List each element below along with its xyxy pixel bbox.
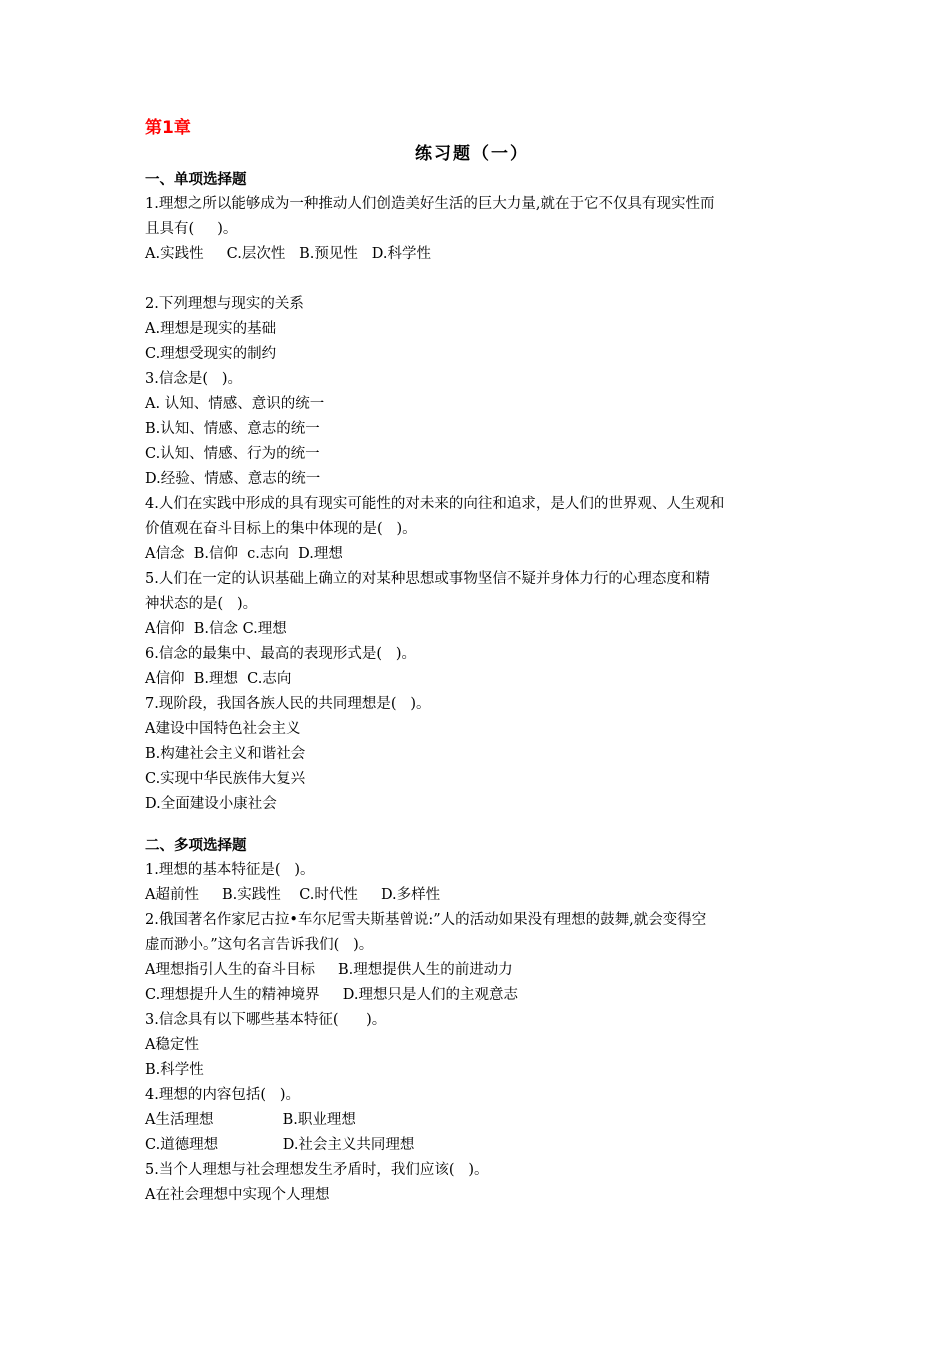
section-multiple-choice (145, 858, 825, 1208)
text-line: A稳定性 (145, 1037, 199, 1053)
text-line: 4.理想的内容包括( )。 (145, 1087, 300, 1103)
text-line: 5.人们在一定的认识基础上确立的对某种思想或事物坚信不疑并身体力行的心理态度和精 (145, 571, 710, 587)
text-line: A信仰 B.信念 C.理想 (145, 621, 287, 637)
text-line: 虚而渺小。”这句名言告诉我们( )。 (145, 937, 374, 953)
text-line: 1.理想的基本特征是( )。 (145, 862, 315, 878)
text-line: A信仰 B.理想 C.志向 (145, 671, 292, 687)
text-line: C.理想受现实的制约 (145, 346, 277, 362)
text-line: 5.当个人理想与社会理想发生矛盾时，我们应该( )。 (145, 1162, 489, 1178)
text-line: 3.信念具有以下哪些基本特征( )。 (145, 1012, 387, 1028)
text-line: 4.人们在实践中形成的具有现实可能性的对未来的向往和追求，是人们的世界观、人生观和 (145, 496, 725, 512)
text-line: B.科学性 (145, 1062, 204, 1078)
section-heading-single-choice: 一、单项选择题 (145, 172, 247, 188)
text-line: C.理想提升人生的精神境界 D.理想只是人们的主观意志 (145, 987, 518, 1003)
text-line: C.实现中华民族伟大复兴 (145, 771, 306, 787)
text-line: 3.信念是( )。 (145, 371, 242, 387)
text-line: 1.理想之所以能够成为一种推动人们创造美好生活的巨大力量,就在于它不仅具有现实性而 (145, 196, 715, 212)
text-line: 价值观在奋斗目标上的集中体现的是( )。 (145, 521, 417, 537)
blank-line (145, 267, 825, 292)
text-line: A超前性 B.实践性 C.时代性 D.多样性 (145, 887, 441, 903)
text-line: 2.俄国著名作家尼古拉•车尔尼雪夫斯基曾说:”人的活动如果没有理想的鼓舞,就会变得空 (145, 912, 707, 928)
text-line: 2.下列理想与现实的关系 (145, 296, 304, 312)
document-content (145, 116, 825, 1208)
section-heading-multiple-choice: 二、多项选择题 (145, 838, 247, 854)
text-line: A在社会理想中实现个人理想 (145, 1187, 330, 1203)
text-line: A.实践性 C.层次性 B.预见性 D.科学性 (145, 246, 431, 262)
text-line: A信念 B.信仰 c.志向 D.理想 (145, 546, 343, 562)
section-single-choice (145, 192, 825, 817)
text-line: B.认知、情感、意志的统一 (145, 421, 320, 437)
exercise-title: 练习题（一） (415, 144, 529, 164)
text-line: A建设中国特色社会主义 (145, 721, 301, 737)
text-line: A生活理想 B.职业理想 (145, 1112, 356, 1128)
text-line: A.理想是现实的基础 (145, 321, 277, 337)
text-line: B.构建社会主义和谐社会 (145, 746, 306, 762)
text-line: 且具有( )。 (145, 221, 238, 237)
text-line: 6.信念的最集中、最高的表现形式是( )。 (145, 646, 416, 662)
text-line: C.道德理想 D.社会主义共同理想 (145, 1137, 415, 1153)
text-line: 神状态的是( )。 (145, 596, 258, 612)
text-line: A理想指引人生的奋斗目标 B.理想提供人生的前进动力 (145, 962, 513, 978)
text-line: D.全面建设小康社会 (145, 796, 277, 812)
blank-line (145, 817, 825, 834)
text-line: D.经验、情感、意志的统一 (145, 471, 321, 487)
text-line: C.认知、情感、行为的统一 (145, 446, 320, 462)
text-line: 7.现阶段，我国各族人民的共同理想是( )。 (145, 696, 431, 712)
chapter-heading: 第1章 (145, 118, 191, 138)
text-line: A. 认知、情感、意识的统一 (145, 396, 325, 412)
